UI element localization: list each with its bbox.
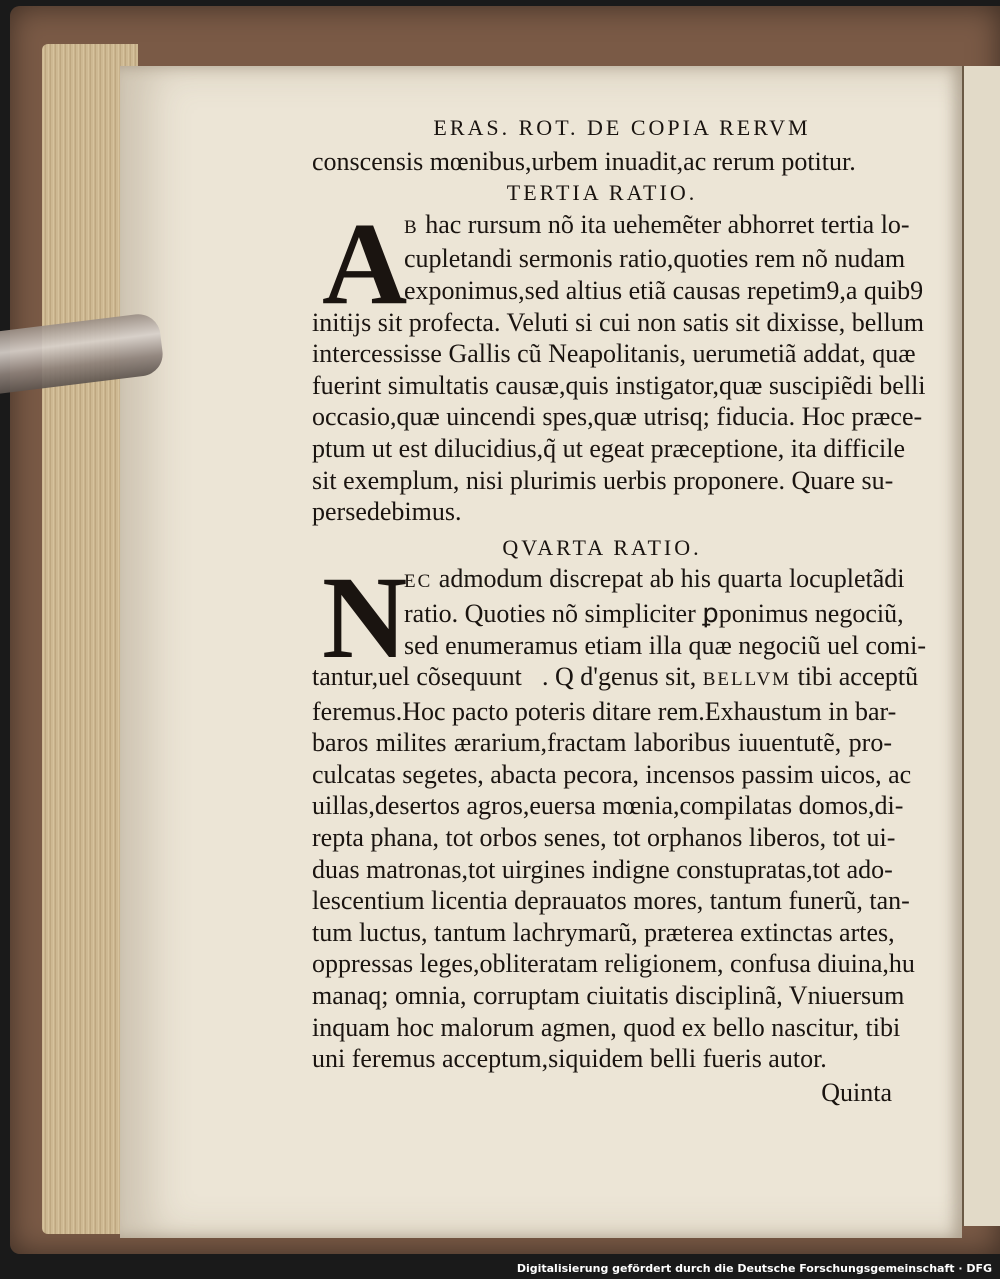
text-line: initijs sit profecta. Veluti si cui non satis sit dixisse, bellum [312,307,924,337]
text-line: uillas,desertos agros,euersa mœnia,compilatas domos,di- [312,791,904,821]
dfg-credit: Digitalisierung gefördert durch die Deutsche Forschungsgemeinschaft · DFG [516,1262,992,1275]
small-caps-ec: EC [404,571,433,593]
text-line: intercessisse Gallis cũ Neapolitanis, uerumetiã addat, quæ [312,339,916,369]
text-line: cupletandi sermonis ratio,quoties rem nõ nudam [404,244,906,274]
text-line: sed enumeramus etiam illa quæ negociũ uel comi- [404,630,927,660]
text-line: oppressas leges,obliteratam religionem, confusa diuina,hu [312,949,915,979]
text-line: inquam hoc malorum agmen, quod ex bello nascitur, tibi [312,1012,901,1042]
facing-page-edge [962,66,1000,1226]
text-line: duas matronas,tot uirgines indigne constupratas,tot ado- [312,854,893,884]
dropcap-a: A [322,197,408,329]
text-line: manaq; omnia, corruptam ciuitatis disciplinã, Vniuersum [312,981,905,1011]
running-head: ERAS. ROT. DE COPIA RERVM [433,115,811,140]
paragraph-quarta [312,552,927,1075]
text-line: persedebimus. [312,497,462,527]
text-line: feremus.Hoc pacto poteris ditare rem.Exhaustum in bar- [312,696,897,726]
text-line: baros milites ærarium,fractam laboribus iuuentutẽ, pro- [312,728,892,758]
text-line: B hac rursum nõ ita uehemẽter abhorret tertia lo- [404,209,910,239]
text-line: exponimus,sed altius etiã causas repetim9,a quib9 [404,275,924,305]
catchword: Quinta [821,1077,892,1107]
text-line: ratio. Quoties nõ simpliciter ꝑponimus negociũ, [404,598,904,628]
section-heading-quarta: QVARTA RATIO. [502,534,702,560]
dropcap-n: N [322,552,408,684]
text-line: EC admodum discrepat ab his quarta locupletãdi [404,564,905,594]
text-line: tum luctus, tantum lachrymarũ, præterea extinctas artes, [312,917,895,947]
text-line: fuerint simultatis causæ,quis instigator,quæ suscipiẽdi belli [312,370,926,400]
small-caps-b: B [404,216,419,238]
text-line: sit exemplum, nisi plurimis uerbis proponere. Quare su- [312,465,894,495]
page-text [312,112,927,1108]
section-heading-tertia: TERTIA RATIO. [506,180,698,206]
paragraph-tertia [312,197,926,528]
text-line: occasio,quæ uincendi spes,quæ utrisq; fiducia. Hoc præce- [312,402,923,432]
text-line: repta phana, tot orbos senes, tot orphanos liberos, tot ui- [312,823,896,853]
text-line: ptum ut est dilucidius,q̃ ut egeat præceptione, ita difficile [312,433,906,463]
small-caps-bellum: BELLVM [702,669,792,691]
continuation-line: conscensis mœnibus,urbem inuadit,ac rerum potitur. [312,146,856,176]
text-line: culcatas segetes, abacta pecora, incensos passim uicos, ac [312,759,912,789]
text-line: lescentium licentia deprauatos mores, tantum funerũ, tan- [312,886,910,916]
text-line: tantur,uel cõsequunt᷑. Q d'genus sit, BELLVM tibi acceptũ [312,662,919,692]
text-line: uni feremus acceptum,siquidem belli fueris autor. [312,1044,827,1074]
